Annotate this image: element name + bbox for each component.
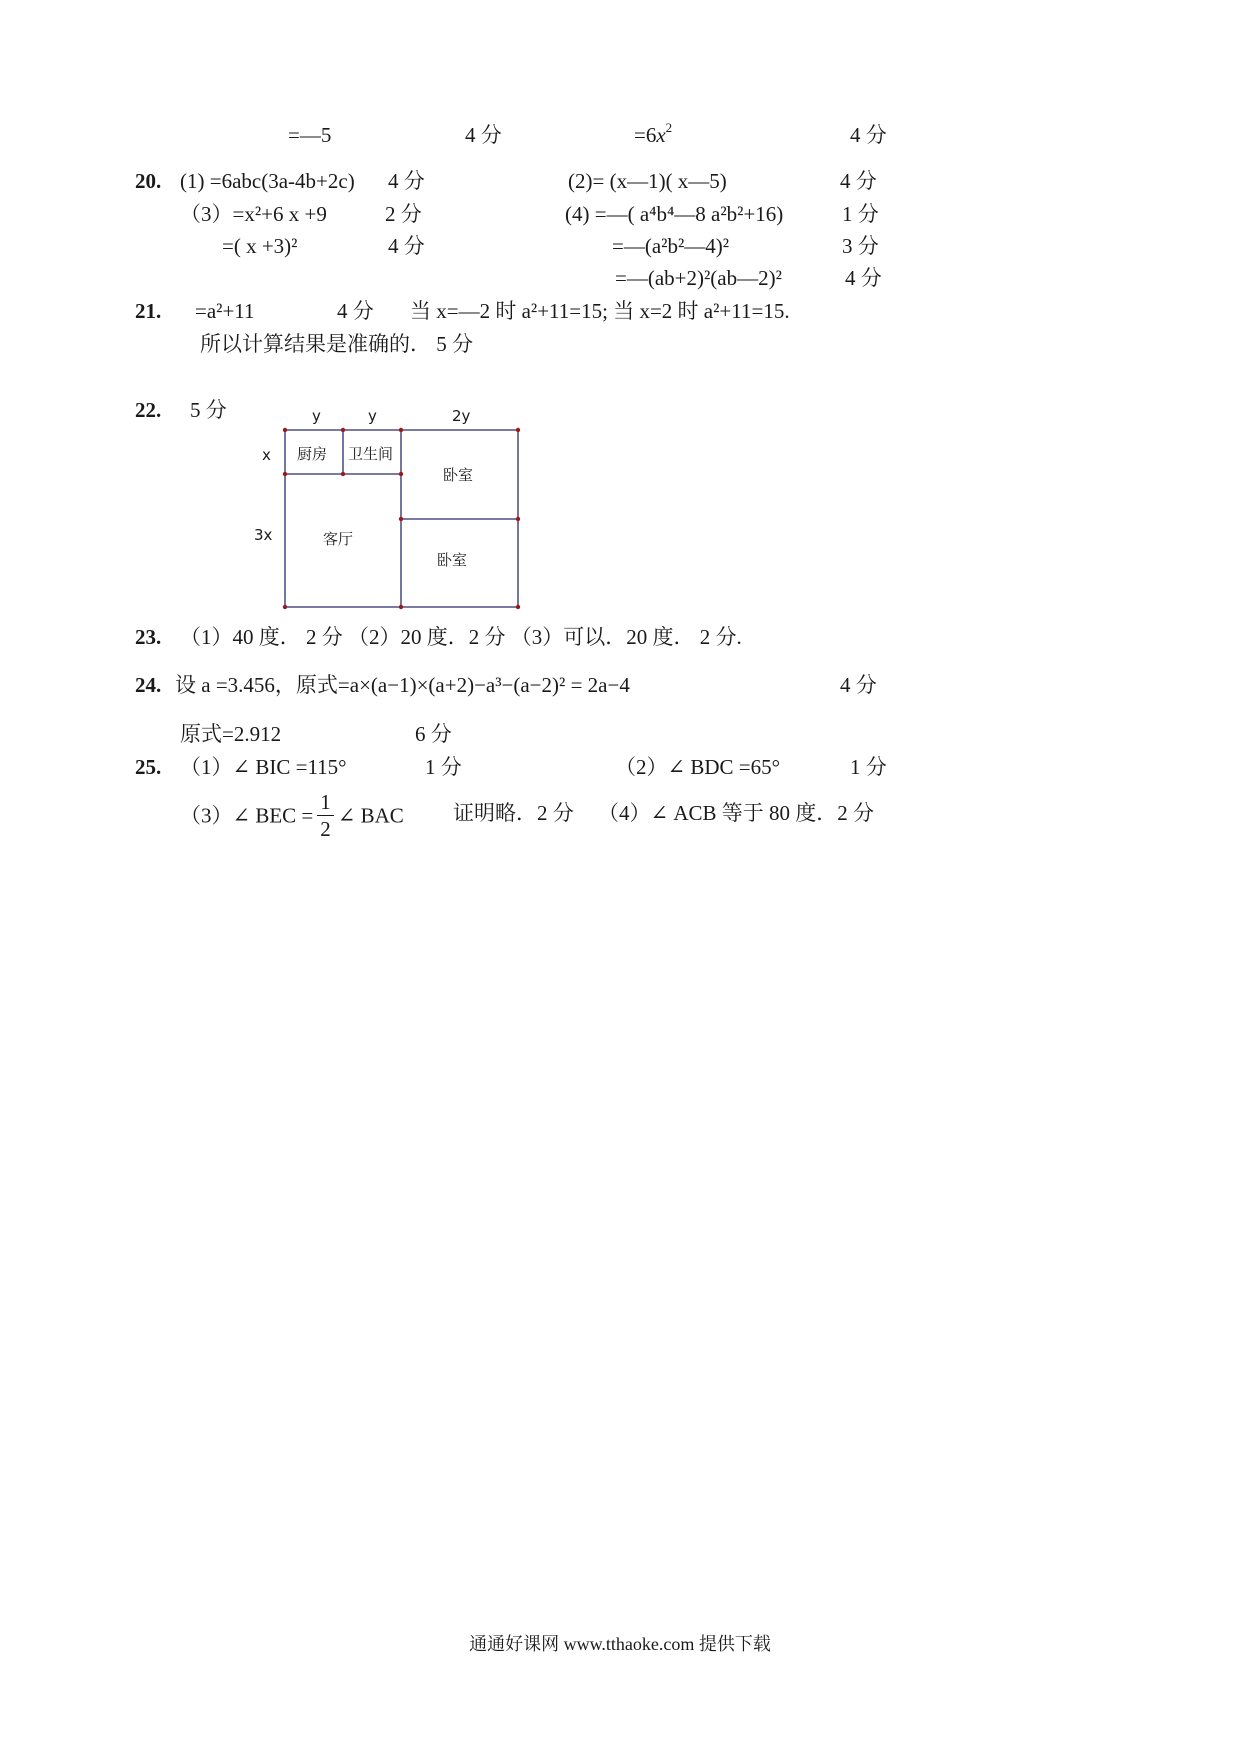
q20-part1: (1) =6abc(3a-4b+2c) [180,169,355,193]
q24-score1: 4 分 [840,673,877,697]
q20-part4-step3: =—(ab+2)²(ab—2)² [615,266,782,290]
q21-score: 4 分 [337,299,374,323]
q20-part2-score: 4 分 [840,169,877,193]
q20-part2: (2)= (x—1)( x—5) [568,169,727,193]
q20-part4-step2: =—(a²b²—4)² [612,234,730,258]
q23-answers: （1）40 度． 2 分 （2）20 度．2 分 （3）可以．20 度． 2 分. [180,625,742,649]
q22-number: 22. [135,398,162,422]
q24-score2: 6 分 [415,722,452,746]
q25-part4: （4）∠ ACB 等于 80 度．2 分 [598,801,875,825]
q25-part3: （3）∠ BEC = $\frac{1}{2}$ ∠ BAC [180,790,404,841]
q21-conclusion: 所以计算结果是准确的． 5 分 [200,332,473,356]
q20-part3-step1: （3）=x²+6 x +9 [180,202,327,226]
room-bedroom-1: 卧室 [443,466,474,484]
q24-expression: 设 a =3.456，原式=a×(a−1)×(a+2)−a³−(a−2)² = 2a−4 [175,673,630,697]
dim-label-top-2: y [368,407,377,425]
q20-part3-step2-score: 4 分 [388,234,425,258]
continuation-left-score: 4 分 [465,123,502,147]
q20-part4-step3-score: 4 分 [845,266,882,290]
q21-check: 当 x=—2 时 a²+11=15; 当 x=2 时 a²+11=15. [410,299,790,323]
dim-label-top-1: y [312,407,321,425]
q25-part1-score: 1 分 [425,755,462,779]
room-bedroom-2: 卧室 [437,551,468,569]
q20-part3-step1-score: 2 分 [385,202,422,226]
q20-part4-step1-score: 1 分 [842,202,879,226]
dim-label-top-3: 2y [452,407,471,425]
q25-number: 25. [135,755,162,779]
room-living-room: 客厅 [323,530,354,548]
page-footer: 通通好课网 www.tthaoke.com 提供下载 [469,1634,771,1654]
continuation-right-expr: $=6x^2$ [634,120,673,147]
q22-score: 5 分 [190,398,227,422]
q25-part3-proof: 证明略．2 分 [453,801,574,825]
room-bathroom: 卫生间 [348,445,394,463]
room-kitchen: 厨房 [297,445,328,463]
q24-result: 原式=2.912 [180,722,282,746]
q25-part2-score: 1 分 [850,755,887,779]
continuation-left-expr: =—5 [288,123,332,147]
q20-part4-step2-score: 3 分 [842,234,879,258]
q20-part3-step2: =( x +3)² [222,234,298,258]
q25-part1: （1）∠ BIC =115° [180,755,347,779]
q21-number: 21. [135,299,162,323]
q20-part1-score: 4 分 [388,169,425,193]
dim-label-side-1: x [262,446,271,464]
q20-number: 20. [135,169,162,193]
q24-number: 24. [135,673,162,697]
fraction-one-half: $\frac{1}{2}$ [317,789,334,842]
dim-label-side-2: 3x [254,526,273,544]
continuation-right-score: 4 分 [850,123,887,147]
q25-part2: （2）∠ BDC =65° [615,755,781,779]
q23-number: 23. [135,625,162,649]
q20-part4-step1: (4) =—( a⁴b⁴—8 a²b²+16) [565,202,784,226]
q21-result: =a²+11 [195,299,255,323]
